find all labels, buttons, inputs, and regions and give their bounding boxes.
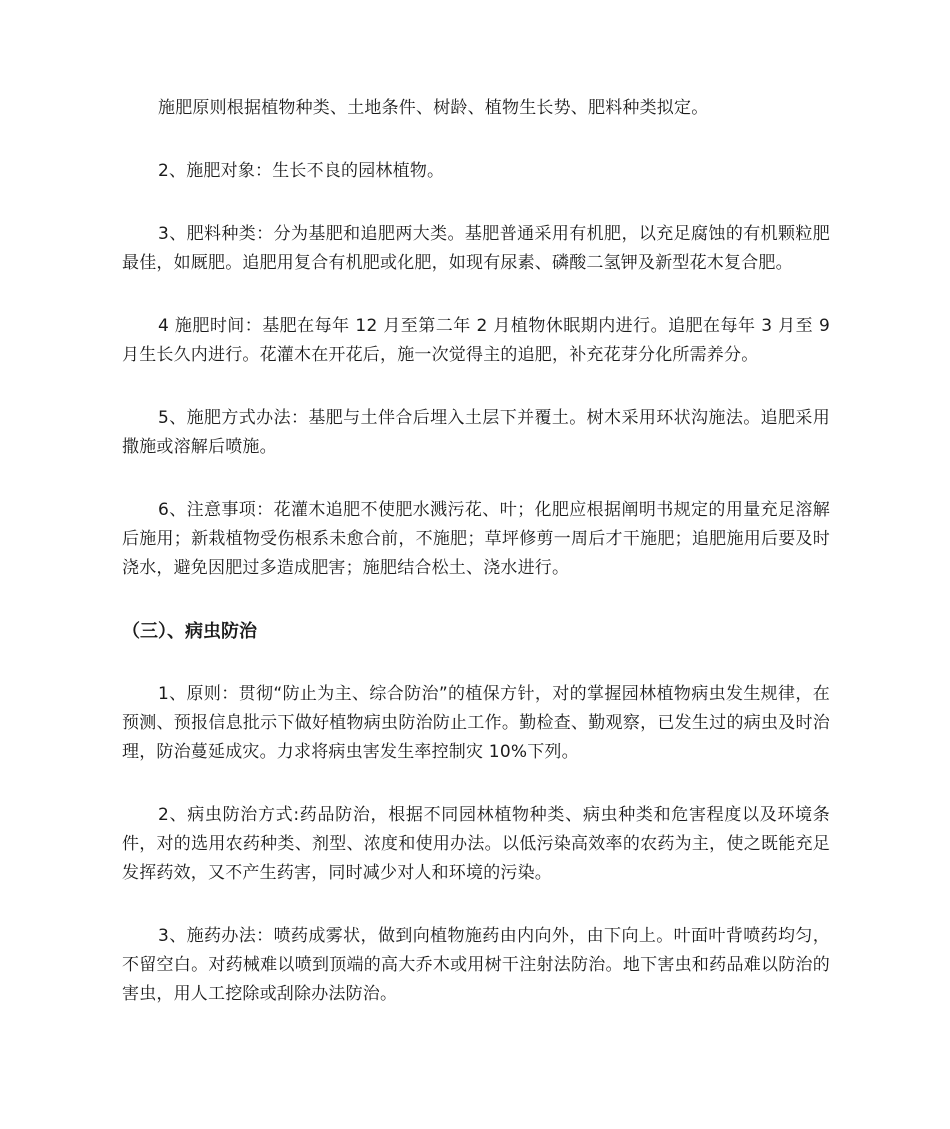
section-heading-pest-control: （三）、病虫防治 [122, 621, 257, 642]
paragraph-fertilizer-types: 3、肥料种类：分为基肥和追肥两大类。基肥普通采用有机肥，以充足腐蚀的有机颗粒肥最佳，如厩肥。追肥用复合有机肥或化肥，如现有尿素、磷酸二氢钾及新型花木复合肥。 [122, 224, 830, 273]
paragraph-pest-principle: 1、原则：贯彻“防止为主、综合防治”的植保方针，对的掌握园林植物病虫发生规律，在预测、预报信息批示下做好植物病虫防治防止工作。勤检查、勤观察，已发生过的病虫及时治理，防治蔓延成灾。力求将病虫害发生率控制灾 10%下列。 [122, 684, 830, 762]
paragraph-fertilization-target: 2、施肥对象：生长不良的园林植物。 [158, 161, 445, 181]
paragraph-spraying-method: 3、施药办法：喷药成雾状，做到向植物施药由内向外，由下向上。叶面叶背喷药均匀，不留空白。对药械难以喷到顶端的高大乔木或用树干注射法防治。地下害虫和药品难以防治的害虫，用人工挖除或刮除办法防治。 [122, 926, 830, 1004]
paragraph-precautions: 6、注意事项：花灌木追肥不使肥水溅污花、叶；化肥应根据阐明书规定的用量充足溶解后施用；新栽植物受伤根系未愈合前，不施肥；草坪修剪一周后才干施肥；追肥施用后要及时浇水，避免因肥过多造成肥害；施肥结合松土、浇水进行。 [122, 500, 830, 578]
paragraph-fertilization-time: 4 施肥时间：基肥在每年 12 月至第二年 2 月植物休眠期内进行。追肥在每年 3 月至 9 月生长久内进行。花灌木在开花后，施一次觉得主的追肥，补充花芽分化所需养分。 [122, 316, 830, 365]
paragraph-pest-control-method: 2、病虫防治方式:药品防治，根据不同园林植物种类、病虫种类和危害程度以及环境条件，对的选用农药种类、剂型、浓度和使用办法。以低污染高效率的农药为主，使之既能充足发挥药效，又不产生药害，同时减少对人和环境的污染。 [122, 805, 830, 883]
paragraph-fertilization-principle: 施肥原则根据植物种类、土地条件、树龄、植物生长势、肥料种类拟定。 [158, 98, 709, 118]
document-page [122, 94, 830, 1043]
paragraph-fertilization-method: 5、施肥方式办法：基肥与土伴合后埋入土层下并覆土。树木采用环状沟施法。追肥采用撒施或溶解后喷施。 [122, 408, 830, 457]
